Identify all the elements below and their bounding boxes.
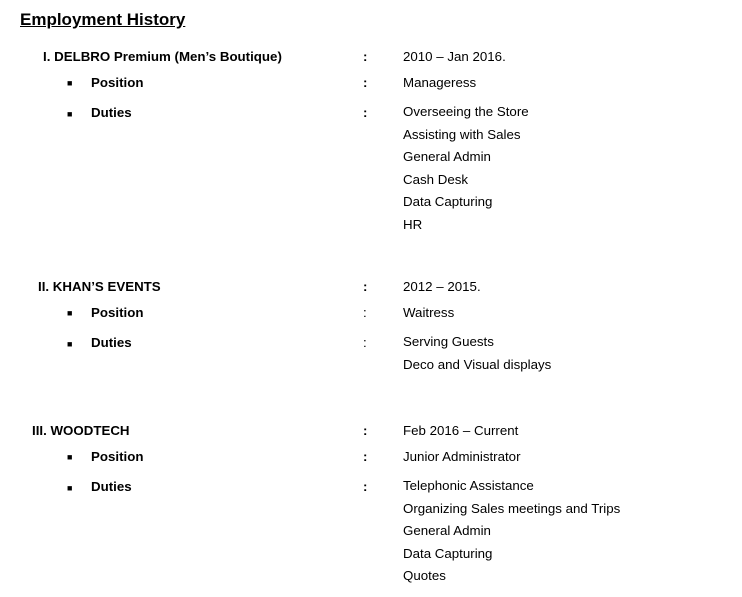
duty-item: Deco and Visual displays [403, 356, 552, 372]
job-title-row [32, 423, 130, 438]
duties-label: Duties [91, 105, 132, 120]
duty-item: General Admin [403, 149, 491, 164]
separator: : [363, 479, 368, 494]
job-numeral: I. [43, 49, 51, 64]
position-value: Junior Administrator [403, 449, 521, 464]
job-title: KHAN’S EVENTS [52, 279, 161, 294]
position-label: Position [91, 449, 144, 464]
duties-label: Duties [91, 335, 132, 350]
duty-item: General Admin [403, 523, 491, 538]
job-title: DELBRO Premium (Men’s Boutique) [54, 49, 282, 64]
duty-item: Telephonic Assistance [403, 478, 534, 493]
job-title-row [43, 49, 282, 64]
duty-item: Overseeing the Store [403, 104, 529, 119]
bullet-icon: ■ [67, 452, 73, 462]
position-value: Waitress [403, 305, 455, 320]
job-period: 2010 – Jan 2016. [403, 49, 506, 64]
job-title-row [38, 279, 161, 294]
duties-label: Duties [91, 479, 132, 494]
bullet-icon: ■ [67, 483, 73, 493]
bullet-icon: ■ [67, 308, 73, 318]
duties-list [403, 101, 529, 236]
separator: : [363, 449, 368, 464]
separator: : [363, 105, 368, 120]
position-value: Manageress [403, 75, 477, 90]
position-label: Position [91, 75, 144, 90]
section-heading: Employment History [20, 10, 186, 29]
duties-list [403, 331, 551, 376]
bullet-icon: ■ [67, 78, 73, 88]
duty-item: HR [403, 216, 423, 232]
duty-item: Data Capturing [403, 194, 493, 209]
separator: : [363, 305, 367, 320]
duty-item: Assisting with Sales [403, 126, 521, 142]
bullet-icon: ■ [67, 109, 73, 119]
separator: : [363, 279, 368, 294]
job-period: 2012 – 2015. [403, 279, 481, 294]
duty-item: Quotes [403, 568, 446, 583]
position-label: Position [91, 305, 144, 320]
separator: : [363, 423, 368, 438]
duty-item: Data Capturing [403, 545, 493, 561]
bullet-icon: ■ [67, 339, 73, 349]
job-period: Feb 2016 – Current [403, 423, 519, 438]
separator: : [363, 75, 368, 90]
separator: : [363, 335, 367, 350]
job-title: WOODTECH [50, 423, 130, 438]
separator: : [363, 49, 368, 64]
job-numeral: II. [38, 279, 50, 294]
duty-item: Organizing Sales meetings and Trips [403, 500, 621, 516]
duty-item: Cash Desk [403, 171, 469, 187]
job-numeral: III. [32, 423, 47, 438]
duties-list [403, 475, 620, 588]
duty-item: Serving Guests [403, 334, 494, 349]
